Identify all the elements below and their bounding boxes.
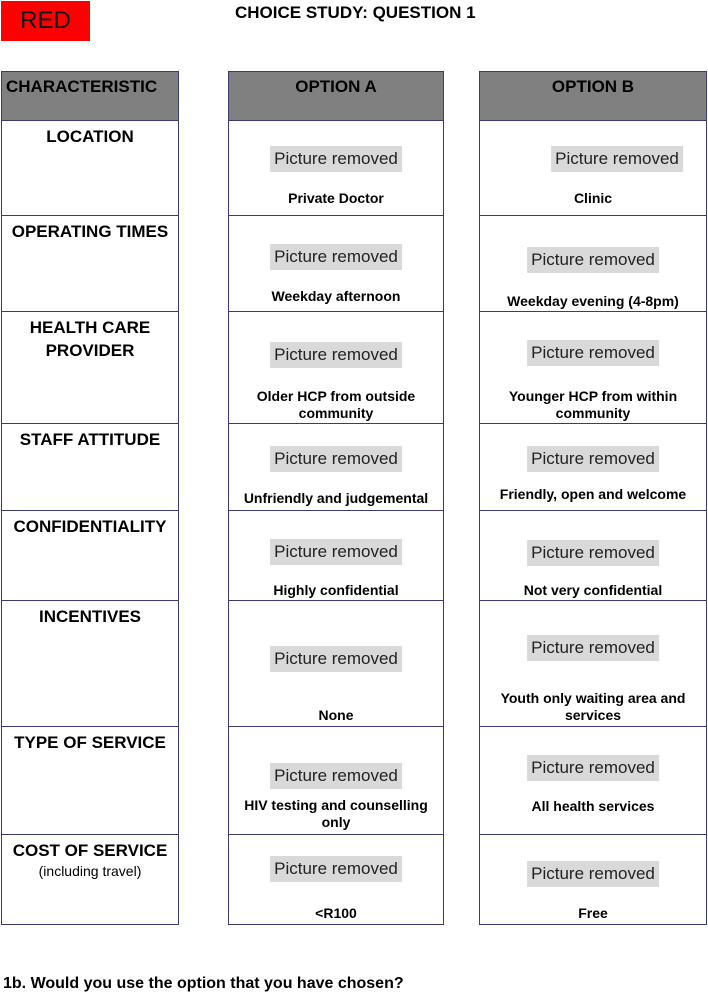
row-staff-attitude-label: STAFF ATTITUDE xyxy=(1,424,179,511)
picture-removed-placeholder: Picture removed xyxy=(270,342,402,368)
row-incentives-label: INCENTIVES xyxy=(1,601,179,727)
row-confidentiality-label: CONFIDENTIALITY xyxy=(1,511,179,601)
option-a-cost-of-service xyxy=(228,835,444,925)
picture-removed-placeholder: Picture removed xyxy=(270,539,402,565)
follow-up-question: 1b. Would you use the option that you have chosen? xyxy=(3,975,404,992)
option-b-staff-attitude-text: Friendly, open and welcome xyxy=(499,486,687,502)
picture-removed-placeholder: Picture removed xyxy=(270,146,402,172)
characteristic-column xyxy=(1,71,179,925)
option-b-location-text: Clinic xyxy=(573,190,613,206)
option-b-confidentiality-text: Not very confidential xyxy=(523,582,663,598)
option-a-staff-attitude-text: Unfriendly and judgemental xyxy=(243,490,429,506)
option-a-confidentiality xyxy=(228,511,444,601)
option-b-location xyxy=(479,121,707,216)
picture-removed-placeholder: Picture removed xyxy=(270,244,402,270)
option-a-location-text: Private Doctor xyxy=(288,190,384,206)
cost-subtext: (including travel) xyxy=(38,863,142,879)
characteristic-header: CHARACTERISTIC xyxy=(1,71,179,121)
option-a-operating-times xyxy=(228,216,444,312)
picture-removed-placeholder: Picture removed xyxy=(527,540,659,566)
picture-removed-placeholder: Picture removed xyxy=(527,755,659,781)
option-a-operating-times-text: Weekday afternoon xyxy=(271,288,401,304)
picture-removed-placeholder: Picture removed xyxy=(527,635,659,661)
picture-removed-placeholder: Picture removed xyxy=(527,340,659,366)
option-a-health-care-provider-text: Older HCP from outside community xyxy=(256,388,416,421)
option-b-incentives xyxy=(479,601,707,727)
option-b-cost-of-service xyxy=(479,835,707,925)
picture-removed-placeholder: Picture removed xyxy=(270,446,402,472)
option-b-operating-times xyxy=(479,216,707,312)
option-a-header: OPTION A xyxy=(228,71,444,121)
option-b-cost-of-service-text: Free xyxy=(578,905,608,921)
option-a-confidentiality-text: Highly confidential xyxy=(273,582,399,598)
option-a-cost-of-service-text: <R100 xyxy=(315,905,357,921)
page-title: CHOICE STUDY: QUESTION 1 xyxy=(235,3,476,22)
option-b-type-of-service-text: All health services xyxy=(531,798,655,814)
row-operating-times-label: OPERATING TIMES xyxy=(1,216,179,312)
picture-removed-placeholder: Picture removed xyxy=(527,247,659,273)
option-a-incentives-text: None xyxy=(318,707,354,723)
option-b-health-care-provider xyxy=(479,312,707,424)
option-a-column xyxy=(228,71,444,925)
option-b-type-of-service xyxy=(479,727,707,835)
picture-removed-placeholder: Picture removed xyxy=(270,646,402,672)
picture-removed-placeholder: Picture removed xyxy=(551,146,683,172)
option-b-health-care-provider-text: Younger HCP from within community xyxy=(508,388,678,421)
option-b-operating-times-text: Weekday evening (4-8pm) xyxy=(507,293,679,309)
row-type-of-service-label: TYPE OF SERVICE xyxy=(1,727,179,835)
picture-removed-placeholder: Picture removed xyxy=(527,861,659,887)
picture-removed-placeholder: Picture removed xyxy=(527,446,659,472)
row-cost-of-service-label: COST OF SERVICE (including travel) xyxy=(1,835,179,925)
option-a-type-of-service-text: HIV testing and counselling only xyxy=(244,797,428,830)
option-b-header: OPTION B xyxy=(479,71,707,121)
option-a-health-care-provider xyxy=(228,312,444,424)
option-b-confidentiality xyxy=(479,511,707,601)
color-tag: RED xyxy=(1,1,90,41)
option-b-column xyxy=(479,71,707,925)
option-a-incentives xyxy=(228,601,444,727)
row-location-label: LOCATION xyxy=(1,121,179,216)
picture-removed-placeholder: Picture removed xyxy=(270,763,402,789)
option-a-staff-attitude xyxy=(228,424,444,511)
option-b-staff-attitude xyxy=(479,424,707,511)
row-health-care-provider-label: HEALTH CARE PROVIDER xyxy=(1,312,179,424)
picture-removed-placeholder: Picture removed xyxy=(270,856,402,882)
option-a-location xyxy=(228,121,444,216)
option-b-incentives-text: Youth only waiting area and services xyxy=(500,690,686,723)
option-a-type-of-service xyxy=(228,727,444,835)
